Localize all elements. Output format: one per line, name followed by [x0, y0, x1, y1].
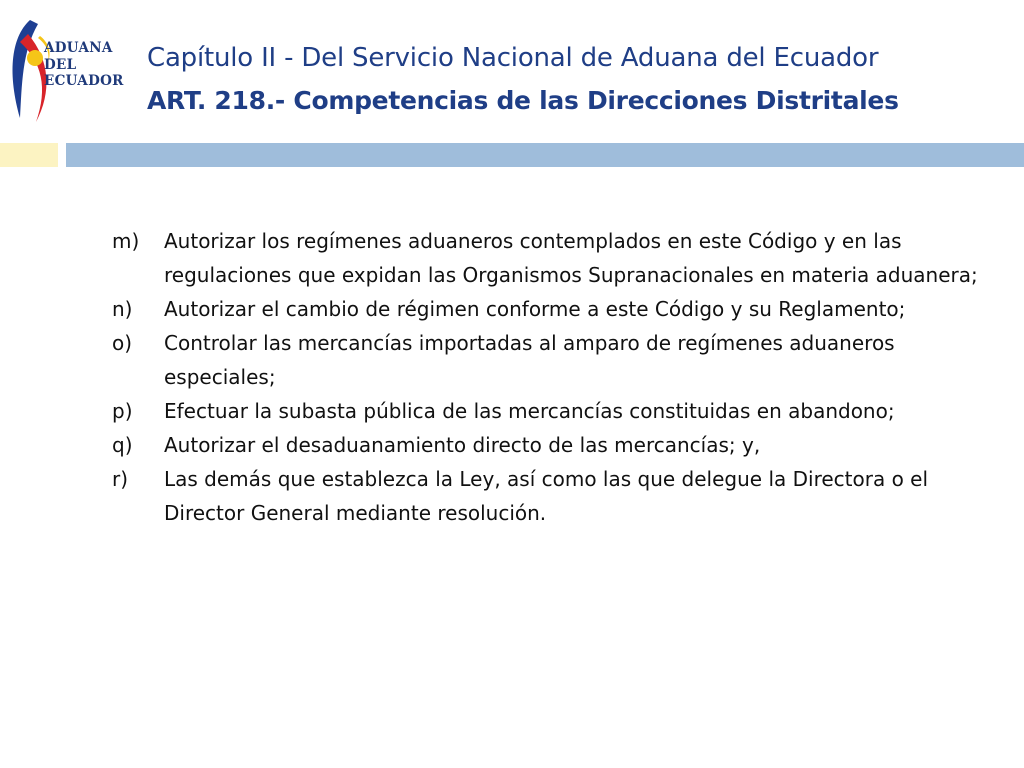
list-item-text: Autorizar el desaduanamiento directo de las mercancías; y, — [164, 433, 761, 457]
list-item-text: Las demás que establezca la Ley, así como las que delegue la Directora o el Director General mediante resolución. — [164, 467, 929, 525]
list-marker: q) — [112, 433, 133, 457]
chapter-title: Capítulo II - Del Servicio Nacional de Aduana del Ecuador — [147, 43, 879, 73]
list-item — [112, 292, 992, 326]
logo-yellow-sphere — [27, 50, 43, 66]
logo-text-line2: DEL — [44, 56, 77, 73]
list-item-text: Autorizar el cambio de régimen conforme a este Código y su Reglamento; — [164, 297, 906, 321]
logo-text — [44, 40, 124, 90]
list-marker: o) — [112, 331, 133, 355]
logo-blue-swoosh — [13, 20, 38, 118]
list-item — [112, 462, 992, 530]
list-marker: r) — [112, 467, 129, 491]
list-item — [112, 428, 992, 462]
list-item-text: Autorizar los regímenes aduaneros contemplados en este Código y en las regulaciones que expidan las Organismos Supranacionales en materia aduanera; — [164, 229, 978, 287]
header-bar-left — [0, 143, 58, 167]
list-item — [112, 224, 992, 292]
competencies-list — [112, 224, 992, 530]
list-item-text: Efectuar la subasta pública de las mercancías constituidas en abandono; — [164, 399, 895, 423]
logo-text-line1: ADUANA — [44, 40, 113, 56]
header-bar-right — [66, 143, 1024, 167]
list-item-text: Controlar las mercancías importadas al amparo de regímenes aduaneros especiales; — [164, 331, 895, 389]
article-title: ART. 218.- Competencias de las Direcciones Distritales — [147, 86, 899, 115]
logo-text-line3: ECUADOR — [44, 73, 124, 89]
list-marker: m) — [112, 229, 140, 253]
list-marker: p) — [112, 399, 133, 423]
list-item — [112, 326, 992, 394]
list-marker: n) — [112, 297, 133, 321]
list-item — [112, 394, 992, 428]
